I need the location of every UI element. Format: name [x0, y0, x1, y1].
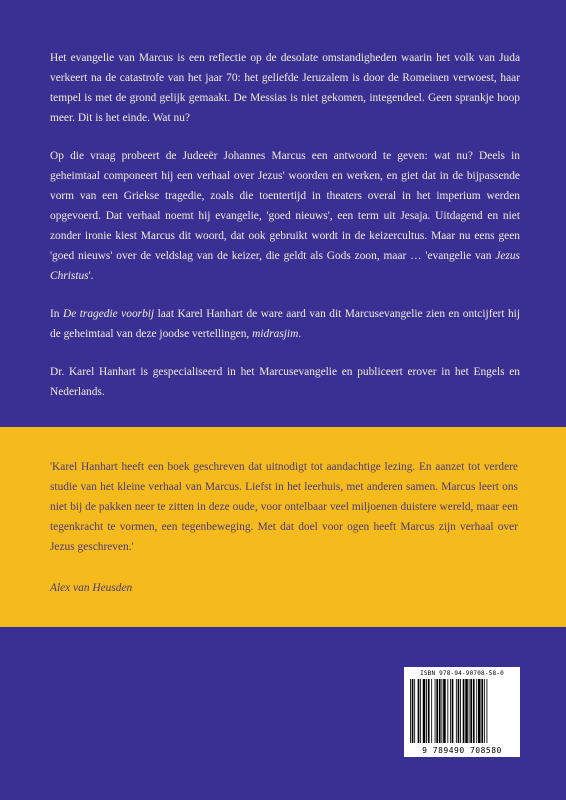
barcode-bar: [458, 679, 460, 743]
barcode-bar: [410, 679, 411, 743]
paragraph-2-end: '.: [88, 270, 94, 282]
barcode-bar: [469, 679, 470, 743]
barcode-bar: [441, 679, 442, 743]
paragraph-2-text: Op die vraag probeert de Judeeër Johannes Marcus een antwoord te geven: wat nu? Deels in geheimtaal componeert hij een verhaal over Jezus' woorden en werken, en giet dat in de bijpassende vorm van een Griekse tragedie, zoals die toentertijd in theaters overal in het imperium werden opgevoerd. Dat verhaal noemt hij evangelie, 'goed nieuws', een term uit Jesaja. Uitdagend en niet zonder ironie kiest Marcus dit woord, dat ook gebruikt wordt in de keizercultus. Maar nu eens geen 'goed nieuws' over de veldslag van de keizer, die geldt als Gods zoon, maar … 'evangelie van: [50, 150, 520, 262]
barcode-bar: [431, 679, 432, 743]
isbn-barcode: [404, 667, 520, 757]
quote-author: Alex van Heusden: [50, 582, 133, 594]
barcode-bar: [484, 679, 485, 743]
barcode-bar: [476, 679, 477, 743]
barcode-bar: [465, 679, 468, 743]
quote-text: 'Karel Hanhart heeft een boek geschreven dat uitnodigt tot aandachtige lezing. En aanzet tot verdere studie van het kleine verhaal van Marcus. Liefst in het leerhuis, met anderen samen. Marcus leert ons niet bij de pakken neer te zitten in deze oude, voor ontelbaar veel miljoenen duistere wereld, maar een tegenkracht te vormen, een tegenbeweging. Met dat doel voor ogen heeft Marcus zijn verhaal over Jezus geschreven.': [50, 461, 518, 553]
paragraph-3-in: In: [50, 308, 63, 320]
paragraph-marcus-answer: [50, 146, 520, 286]
barcode-bar: [487, 679, 488, 743]
quote-block: [50, 457, 518, 557]
barcode-bar: [418, 679, 420, 743]
barcode-bar: [436, 679, 438, 743]
barcode-bar: [443, 679, 446, 743]
barcode-bar: [481, 679, 483, 743]
paragraph-book-summary: [50, 304, 520, 344]
back-cover-text: [50, 48, 520, 420]
paragraph-3-end: .: [298, 328, 302, 340]
barcode-bar: [426, 679, 427, 743]
barcode-bar: [423, 679, 426, 743]
paragraph-intro: Het evangelie van Marcus is een reflectie op de desolate omstandigheden waarin het volk van Juda verkeert na de catastrofe van het jaar 70: het geliefde Jeruzalem is door de Romeinen verwoest, haar tempel is met de grond gelijk gemaakt. De Messias is niet gekomen, integendeel. Geen sprankje hoop meer. Dit is het einde. Wat nu?: [50, 52, 520, 124]
barcode-bar: [470, 679, 472, 743]
barcode-bar: [414, 679, 415, 743]
isbn-label: ISBN 978-94-90708-58-0: [420, 670, 504, 677]
barcode-bar: [447, 679, 448, 743]
book-title: De tragedie voorbij: [62, 308, 155, 320]
barcode-bar: [439, 679, 441, 743]
barcode-bar: [420, 679, 421, 743]
barcode-bar: [452, 679, 454, 743]
barcode-bar: [460, 679, 461, 743]
barcode-bar: [428, 679, 430, 743]
barcode-digits: 9 789490 708580: [422, 746, 502, 755]
barcode-bar: [473, 679, 475, 743]
barcode-bars: [408, 679, 516, 745]
barcode-bar: [456, 679, 457, 743]
paragraph-2-italic: Jezus Christus: [50, 250, 520, 282]
barcode-bar: [450, 679, 451, 743]
barcode-bar: [412, 679, 414, 743]
barcode-bar: [463, 679, 465, 743]
barcode-bar: [435, 679, 436, 743]
paragraph-3-text: laat Karel Hanhart de ware aard van dit Marcusevangelie zien en ontcijfert hij de geheimtaal van deze joodse vertellingen,: [50, 308, 521, 340]
quote-band: [0, 427, 566, 627]
midrasjim-term: midrasjim: [252, 328, 299, 340]
barcode-bar: [478, 679, 481, 743]
paragraph-author-bio: Dr. Karel Hanhart is gespecialiseerd in het Marcusevangelie en publiceert erover in het Engels en Nederlands.: [50, 366, 520, 398]
